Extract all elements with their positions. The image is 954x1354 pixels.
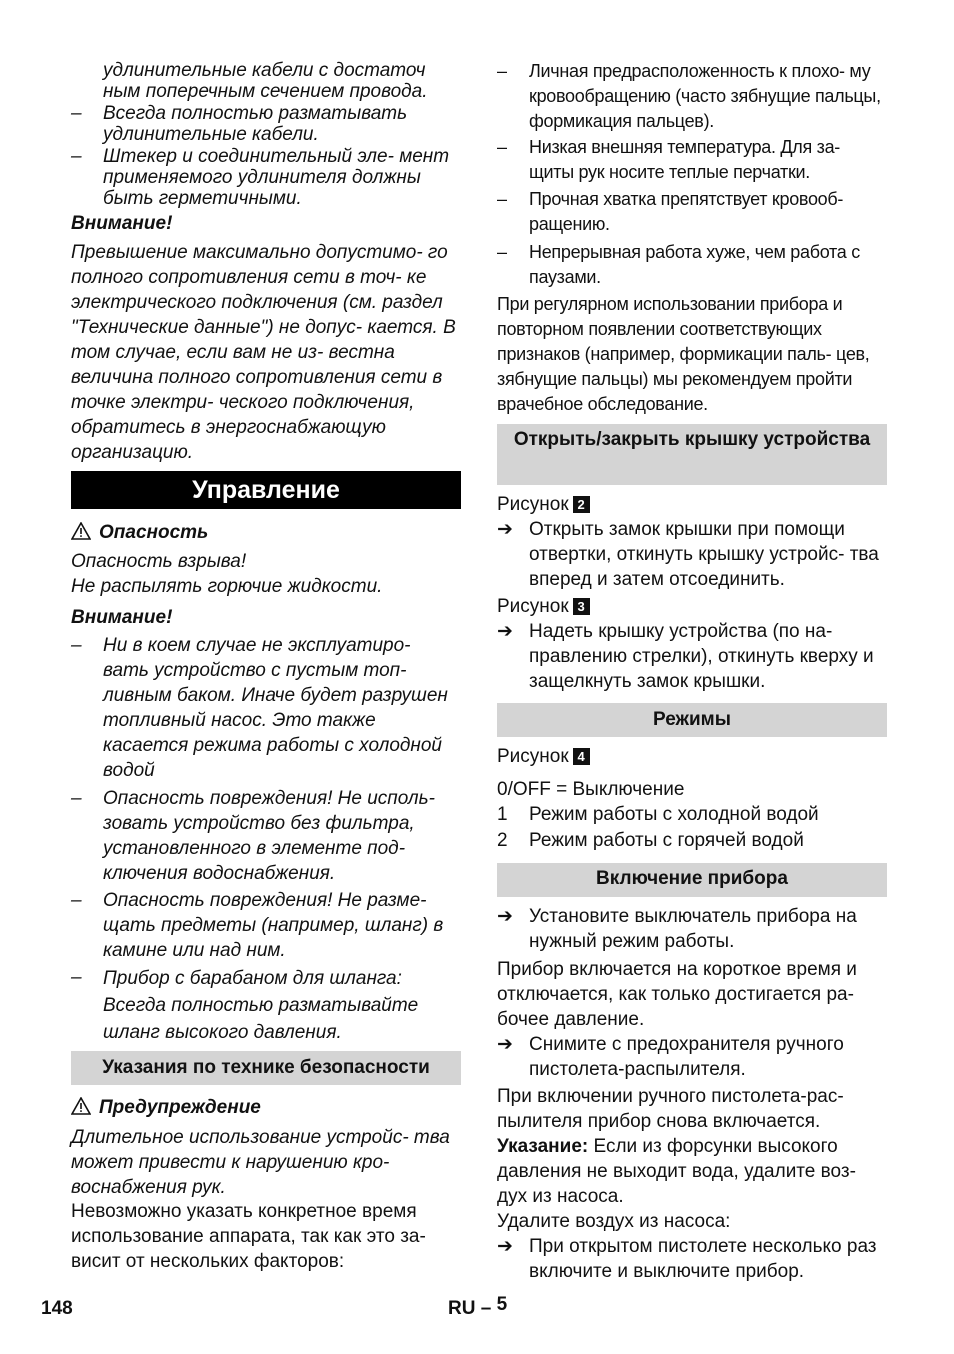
note-label: Указание: bbox=[497, 1136, 589, 1157]
dash-marker: – bbox=[497, 189, 507, 209]
lang-code: RU bbox=[448, 1298, 476, 1319]
dash-marker: – bbox=[71, 788, 82, 809]
arrow-right-icon: ➔ bbox=[497, 621, 513, 642]
mode-row bbox=[497, 828, 804, 853]
attention-heading: Внимание! bbox=[71, 213, 173, 234]
step-item bbox=[497, 1234, 887, 1284]
page-dash: – bbox=[480, 1298, 492, 1319]
factors-text: Невозможно указать конкретное время использование аппарата, так как это за- висит от нескольких факторов: bbox=[71, 1201, 426, 1272]
danger-heading bbox=[71, 520, 208, 545]
list-item-text: Непрерывная работа хуже, чем работа с паузами. bbox=[529, 242, 860, 287]
section-page: 5 bbox=[496, 1294, 508, 1315]
danger-line: Не распылять горючие жидкости. bbox=[71, 576, 383, 597]
list-item-text: Ни в коем случае не эксплуатиро- вать устройство с пустым топ- ливным баком. Иначе будет разрушен топливный насос. Это также касается режима работы с холодной водой bbox=[103, 635, 448, 781]
danger-line: Опасность взрыва! bbox=[71, 551, 247, 572]
dash-marker: – bbox=[497, 137, 507, 157]
dash-marker: – bbox=[71, 103, 82, 124]
list-item bbox=[71, 633, 461, 783]
arrow-right-icon: ➔ bbox=[497, 1236, 513, 1257]
warning-text: Длительное использование устройс- тва может привести к нарушению кро- воснабжения рук. bbox=[71, 1127, 450, 1198]
list-item bbox=[497, 135, 887, 185]
mode-text: Режим работы с горячей водой bbox=[529, 830, 804, 851]
list-item bbox=[71, 786, 461, 886]
mode-key: 2 bbox=[497, 830, 508, 851]
list-item bbox=[71, 888, 461, 963]
list-item-text: Штекер и соединительный эле- мент применяемого удлинителя должны быть герметичными. bbox=[103, 146, 450, 209]
recommend-text: При регулярном использовании прибора и повторном появлении соответствующих признаков (например, формикации паль- цев, зябнущие пальцы) мы рекомендуем пройти врачебное обследование. bbox=[497, 294, 870, 414]
figure-label: Рисунок bbox=[497, 746, 569, 767]
list-item-continued bbox=[71, 60, 461, 102]
figure-number: 3 bbox=[573, 598, 590, 615]
dash-marker: – bbox=[71, 967, 82, 988]
section-page-marker bbox=[448, 1294, 508, 1320]
dash-marker: – bbox=[497, 242, 507, 262]
figure-label: Рисунок bbox=[497, 494, 569, 515]
dash-marker: – bbox=[71, 635, 82, 656]
arrow-right-icon: ➔ bbox=[497, 1034, 513, 1055]
power-text: Прибор включается на короткое время и отключается, как только достигается ра- бочее давление. bbox=[497, 959, 857, 1030]
figure-number: 2 bbox=[573, 496, 590, 513]
lid-heading: Открыть/закрыть крышку устройства bbox=[497, 424, 887, 485]
power-text: При включении ручного пистолета-рас- пылителя прибор снова включается. bbox=[497, 1086, 844, 1132]
warning-triangle-icon bbox=[71, 522, 91, 540]
list-item-text: удлинительные кабели с достаточ ным поперечным сечением провода. bbox=[103, 60, 428, 102]
list-item-text: Опасность повреждения! Не исполь- зовать устройство без фильтра, установленного в элементе под- ключения водоснабжения. bbox=[103, 788, 435, 884]
step-item bbox=[497, 904, 887, 954]
modes-heading: Режимы bbox=[497, 703, 887, 737]
figure-reference bbox=[497, 492, 590, 517]
list-item-text: Низкая внешняя температура. Для за- щиты рук носите теплые перчатки. bbox=[529, 137, 841, 182]
list-item-text: Прибор с барабаном для шланга: Всегда полностью разматывайте шланг высокого давления. bbox=[103, 968, 419, 1043]
list-item-text: Всегда полностью разматывать удлинительные кабели. bbox=[103, 103, 408, 145]
list-item bbox=[71, 146, 461, 209]
arrow-right-icon: ➔ bbox=[497, 906, 513, 927]
list-item bbox=[497, 59, 887, 134]
dash-marker: – bbox=[71, 146, 82, 167]
dash-marker: – bbox=[497, 61, 507, 81]
list-item bbox=[71, 965, 461, 1046]
list-item bbox=[497, 240, 887, 290]
page-number: 148 bbox=[41, 1298, 73, 1319]
list-item-text: Личная предрасположенность к плохо- му кровообращению (часто зябнущие пальцы, формикация пальцев). bbox=[529, 61, 881, 131]
power-on-heading: Включение прибора bbox=[497, 863, 887, 897]
section-heading-operation: Управление bbox=[71, 471, 461, 509]
mode-off: 0/OFF = Выключение bbox=[497, 779, 685, 800]
list-item bbox=[71, 103, 461, 145]
list-item bbox=[497, 187, 887, 237]
figure-reference bbox=[497, 594, 590, 619]
arrow-right-icon: ➔ bbox=[497, 519, 513, 540]
note-text: Если из форсунки высокого давления не выходит вода, удалите воз- дух из насоса. bbox=[497, 1136, 856, 1207]
warning-label: Предупреждение bbox=[99, 1097, 261, 1118]
step-text: Надеть крышку устройства (по на- правлению стрелки), откинуть кверху и защелкнуть замок крышки. bbox=[529, 621, 874, 692]
mode-key: 1 bbox=[497, 804, 508, 825]
step-item bbox=[497, 517, 887, 592]
step-item bbox=[497, 619, 887, 694]
warning-triangle-icon bbox=[71, 1097, 91, 1115]
danger-label: Опасность bbox=[99, 522, 209, 543]
mode-row bbox=[497, 802, 819, 827]
step-text: Открыть замок крышки при помощи отвертки, откинуть крышку устройс- тва вперед и затем отсоединить. bbox=[529, 519, 879, 590]
figure-label: Рисунок bbox=[497, 596, 569, 617]
list-item-text: Прочная хватка препятствует кровооб- ращению. bbox=[529, 189, 844, 234]
figure-number: 4 bbox=[573, 748, 590, 765]
safety-heading: Указания по технике безопасности bbox=[71, 1051, 461, 1085]
figure-reference bbox=[497, 744, 590, 769]
step-text: Установите выключатель прибора на нужный режим работы. bbox=[529, 906, 857, 952]
air-text: Удалите воздух из насоса: bbox=[497, 1211, 731, 1232]
note-paragraph bbox=[497, 1134, 887, 1209]
warning-heading bbox=[71, 1095, 261, 1120]
step-item bbox=[497, 1032, 887, 1082]
dash-marker: – bbox=[71, 890, 82, 911]
step-text: Снимите с предохранителя ручного пистолета-распылителя. bbox=[529, 1034, 844, 1080]
attention-text: Превышение максимально допустимо- го полного сопротивления сети в точ- ке электрического подключения (см. раздел "Технические данные") не допус- кается. В том случае, если вам не из- вестна величина полного сопротивления сети в точке электри- ческого подключения, обратитесь в энергоснабжающую организацию. bbox=[71, 242, 456, 463]
attention-heading: Внимание! bbox=[71, 607, 173, 628]
list-item-text: Опасность повреждения! Не разме- щать предметы (например, шланг) в камине или над ним. bbox=[103, 890, 444, 961]
step-text: При открытом пистолете несколько раз включите и выключите прибор. bbox=[529, 1236, 877, 1282]
mode-text: Режим работы с холодной водой bbox=[529, 804, 819, 825]
